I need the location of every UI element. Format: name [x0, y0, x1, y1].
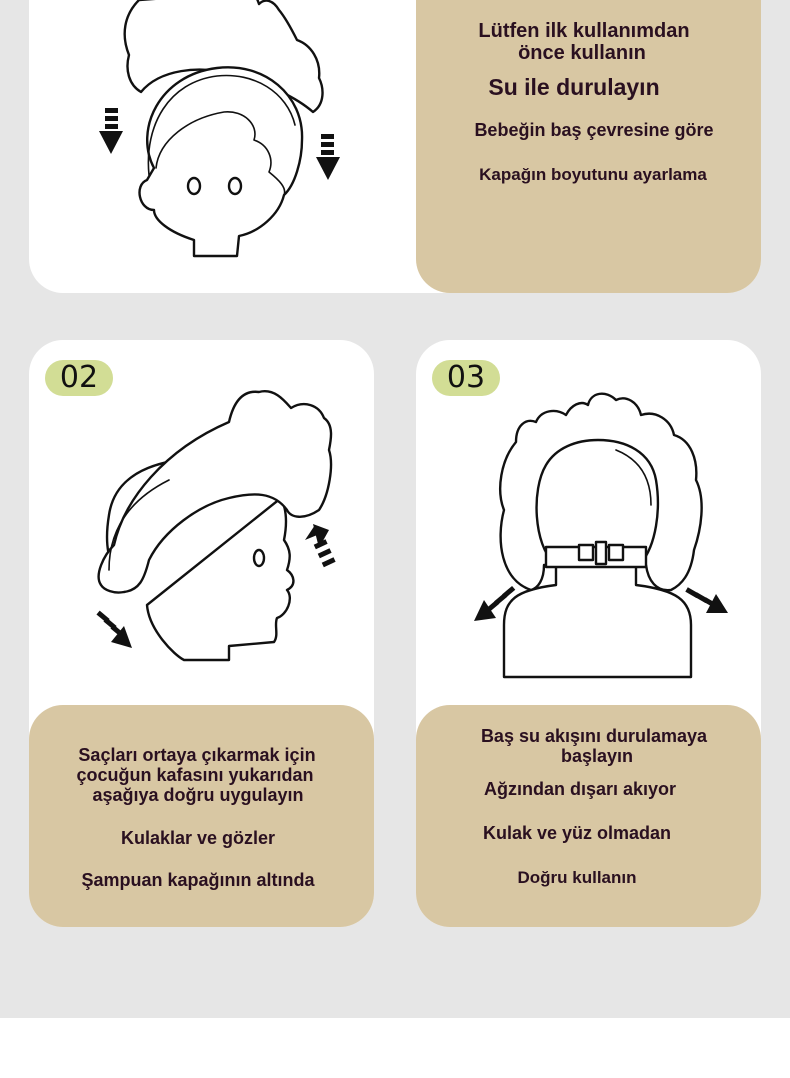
step2-line1c: aşağıya doğru uygulayın — [92, 785, 304, 805]
step1-line1a: Lütfen ilk kullanımdan — [478, 20, 690, 42]
step2-head-illustration — [29, 380, 374, 680]
step3-line1b: başlayın — [560, 746, 634, 766]
step1-cap-illustration — [29, 0, 416, 293]
step1-line2: Bebeğin baş çevresine göre — [474, 120, 714, 140]
step3-line2: Ağzından dışarı akıyor — [483, 779, 677, 799]
step3-back-illustration — [416, 380, 761, 700]
step2-line2: Kulaklar ve gözler — [120, 828, 276, 848]
step1-line3: Kapağın boyutunu ayarlama — [479, 165, 707, 184]
step2-line3: Şampuan kapağının altında — [81, 870, 315, 890]
step1-line1b: önce kullanın — [518, 42, 646, 64]
step2-line1a: Saçları ortaya çıkarmak için — [78, 745, 316, 765]
step3-badge: 03 — [432, 360, 500, 396]
step3-line3: Kulak ve yüz olmadan — [482, 823, 672, 843]
step3-line1a: Baş su akışını durulamaya — [480, 726, 708, 746]
step3-line4: Doğru kullanın — [517, 868, 637, 887]
step2-badge: 02 — [45, 360, 113, 396]
step2-text-panel — [29, 705, 374, 927]
step1-title: Su ile durulayın — [488, 74, 660, 100]
step2-line1b: çocuğun kafasını yukarıdan — [76, 765, 314, 785]
